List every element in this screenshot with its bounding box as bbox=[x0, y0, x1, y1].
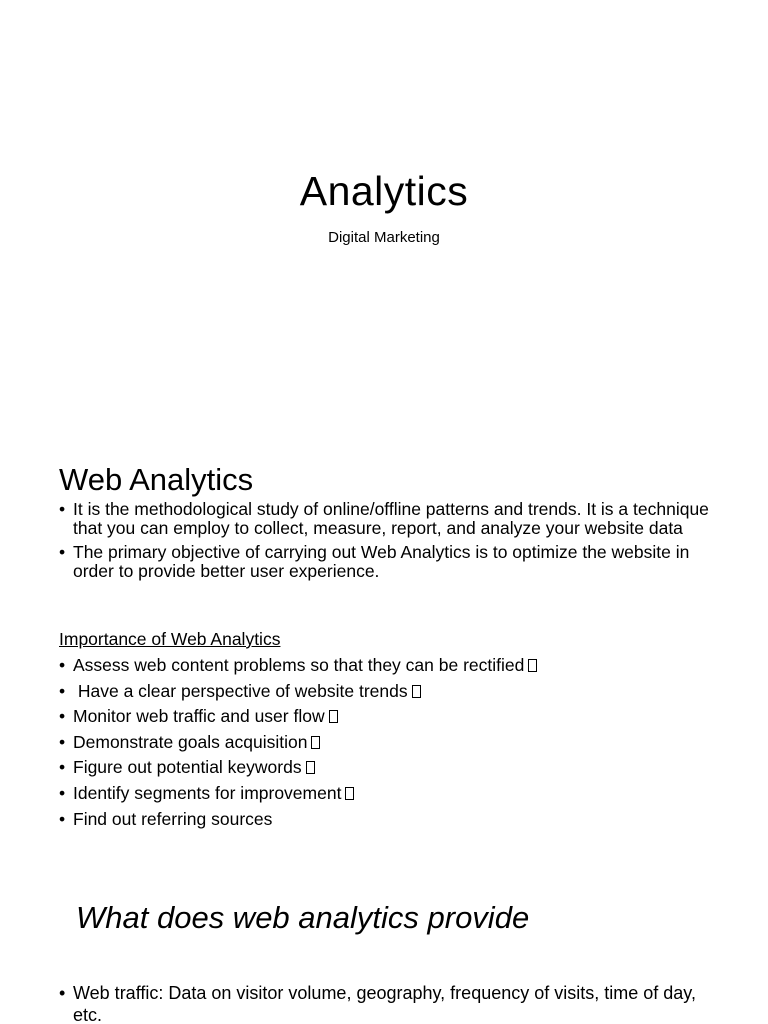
missing-glyph-icon bbox=[528, 659, 537, 672]
bullet-item: • The primary objective of carrying out Web Analytics is to optimize the website in order to provide better user experience. bbox=[59, 543, 709, 580]
importance-item-text: Monitor web traffic and user flow bbox=[73, 706, 325, 727]
web-analytics-heading: Web Analytics bbox=[59, 462, 254, 497]
importance-item-text: Demonstrate goals acquisition bbox=[73, 731, 308, 752]
missing-glyph-icon bbox=[412, 685, 421, 698]
importance-item bbox=[59, 679, 709, 705]
importance-item bbox=[59, 807, 709, 833]
importance-item-text: Assess web content problems so that they can be rectified bbox=[73, 655, 525, 675]
slide-title bbox=[0, 0, 768, 432]
importance-item-text: Identify segments for improvement bbox=[73, 782, 342, 803]
importance-item-text: Have a clear perspective of website trends bbox=[73, 680, 408, 701]
importance-item bbox=[59, 653, 709, 679]
slide-web-analytics-provides bbox=[0, 864, 768, 1024]
importance-item-text: Find out referring sources bbox=[73, 808, 273, 829]
importance-item bbox=[59, 755, 709, 781]
bullet-item: • It is the methodological study of online/offline patterns and trends. It is a technique that you can employ to collect, measure, report, and analyze your website data bbox=[59, 500, 709, 537]
bullet-item: • Web traffic: Data on visitor volume, geography, frequency of visits, time of day, etc. bbox=[59, 982, 709, 1024]
importance-bullet-list bbox=[59, 653, 709, 832]
importance-item bbox=[59, 704, 709, 730]
slide-subtitle: Digital Marketing bbox=[328, 229, 440, 246]
missing-glyph-icon bbox=[306, 761, 315, 774]
missing-glyph-icon bbox=[345, 787, 354, 800]
provides-bullet-list bbox=[59, 982, 709, 1024]
web-analytics-bullet-list bbox=[59, 500, 709, 586]
importance-subheading: Importance of Web Analytics bbox=[59, 629, 281, 649]
importance-item bbox=[59, 730, 709, 756]
importance-item-text: Figure out potential keywords bbox=[73, 757, 302, 778]
missing-glyph-icon bbox=[329, 710, 338, 723]
slide-web-analytics bbox=[0, 432, 768, 864]
importance-item bbox=[59, 781, 709, 807]
provides-heading: What does web analytics provide bbox=[76, 900, 530, 935]
slide-title-heading: Analytics bbox=[299, 168, 469, 214]
missing-glyph-icon bbox=[311, 736, 320, 749]
